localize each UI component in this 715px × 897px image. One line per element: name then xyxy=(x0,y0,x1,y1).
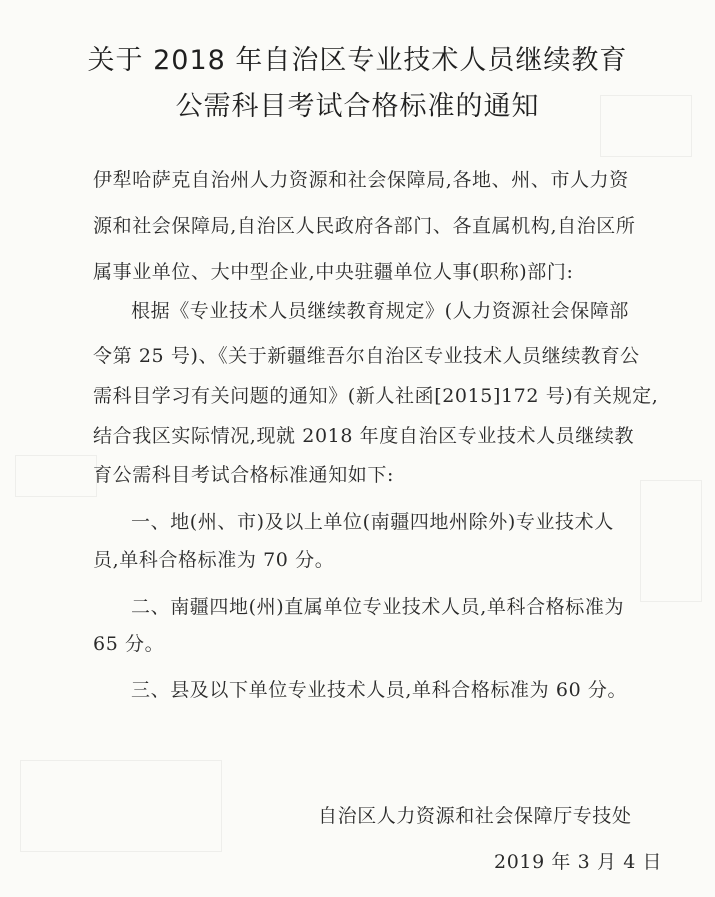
item-1-line: 员,单科合格标准为 70 分。 xyxy=(93,549,335,571)
item-2-line: 二、南疆四地(州)直属单位专业技术人员,单科合格标准为 xyxy=(131,596,625,618)
addressee-line: 源和社会保障局,自治区人民政府各部门、各直属机构,自治区所 xyxy=(93,215,636,237)
addressee-line: 属事业单位、大中型企业,中央驻疆单位人事(职称)部门: xyxy=(93,261,574,283)
intro-line: 需科目学习有关问题的通知》(新人社函[2015]172 号)有关规定, xyxy=(93,385,659,407)
intro-line: 结合我区实际情况,现就 2018 年度自治区专业技术人员继续教 xyxy=(93,425,635,447)
intro-line: 育公需科目考试合格标准通知如下: xyxy=(93,464,395,486)
item-1-line: 一、地(州、市)及以上单位(南疆四地州除外)专业技术人 xyxy=(131,511,614,533)
scan-artifact xyxy=(20,760,222,852)
item-2-line: 65 分。 xyxy=(93,633,165,655)
document-title-line-1: 关于 2018 年自治区专业技术人员继续教育 xyxy=(87,45,628,76)
signature-date: 2019 年 3 月 4 日 xyxy=(494,851,663,873)
signature-organization: 自治区人力资源和社会保障厅专技处 xyxy=(318,805,632,827)
scan-artifact xyxy=(15,455,97,497)
intro-line: 根据《专业技术人员继续教育规定》(人力资源社会保障部 xyxy=(131,300,630,322)
scan-artifact xyxy=(640,480,702,602)
document-title-line-2: 公需科目考试合格标准的通知 xyxy=(175,91,540,122)
addressee-line: 伊犁哈萨克自治州人力资源和社会保障局,各地、州、市人力资 xyxy=(93,169,629,191)
intro-line: 令第 25 号)、《关于新疆维吾尔自治区专业技术人员继续教育公 xyxy=(93,345,640,367)
item-3-line: 三、县及以下单位专业技术人员,单科合格标准为 60 分。 xyxy=(131,679,628,701)
